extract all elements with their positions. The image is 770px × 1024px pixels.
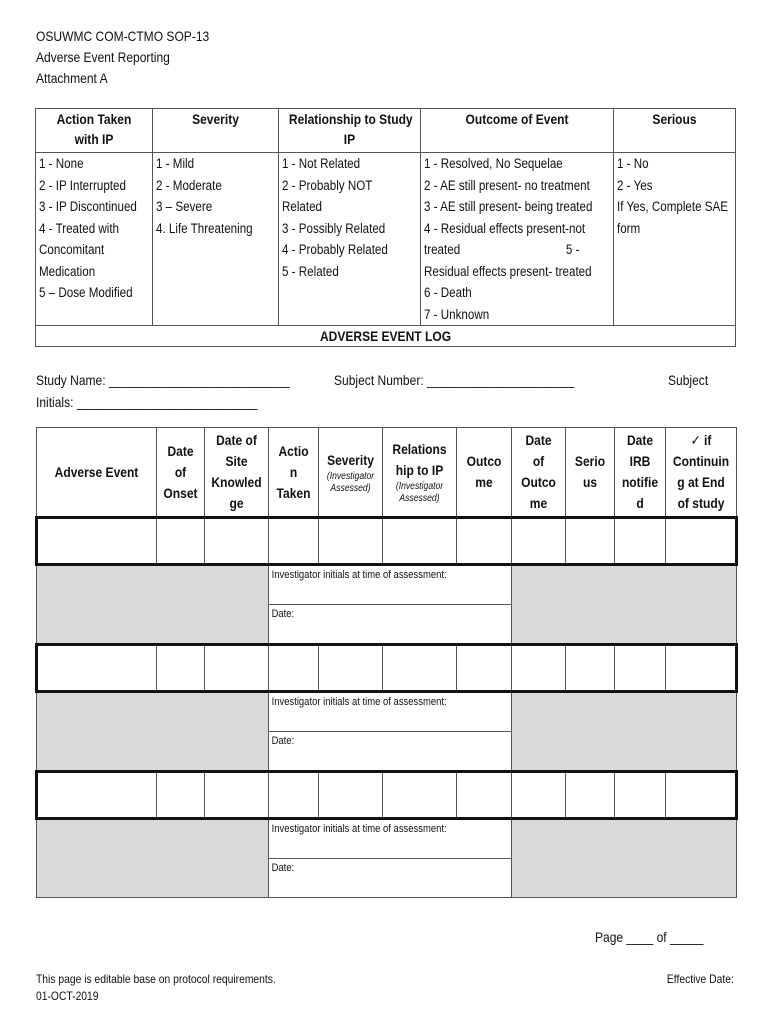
- grey-filler: [512, 692, 737, 772]
- version-date: 01-OCT-2019: [36, 989, 99, 1003]
- sop-title: Adverse Event Reporting: [36, 49, 170, 65]
- page-number: Page ____ of _____: [595, 929, 704, 945]
- study-name-field[interactable]: Study Name: ___________________________: [36, 372, 290, 388]
- adverse-event-log-title: ADVERSE EVENT LOG: [36, 326, 736, 347]
- legend-header-relationship: Relationship to Study IP: [279, 109, 421, 153]
- log-header-relationship: Relations hip to IP (Investigator Assessed): [383, 428, 457, 518]
- cell-serious[interactable]: [566, 518, 615, 565]
- grey-filler: [512, 819, 737, 898]
- cell-severity[interactable]: [319, 772, 383, 819]
- cell-relationship[interactable]: [383, 772, 457, 819]
- grey-filler: [512, 565, 737, 645]
- cell-adverse-event[interactable]: [37, 518, 157, 565]
- legend-action-codes: 1 - None 2 - IP Interrupted 3 - IP Discontinued 4 - Treated with Concomitant Medication 5 – Dose Modified: [36, 153, 153, 326]
- cell-date-onset[interactable]: [157, 772, 205, 819]
- subject-number-field[interactable]: Subject Number: ______________________: [334, 372, 575, 388]
- document-header: [36, 26, 237, 89]
- cell-date-onset[interactable]: [157, 645, 205, 692]
- log-entry-row: [37, 645, 737, 692]
- cell-date-onset[interactable]: [157, 518, 205, 565]
- effective-date-label: Effective Date:: [667, 972, 734, 986]
- log-header-date-irb-notified: Date IRB notifie d: [615, 428, 666, 518]
- investigator-initials-field[interactable]: Investigator initials at time of assessment:: [269, 692, 512, 732]
- cell-relationship[interactable]: [383, 518, 457, 565]
- legend-relationship-codes: 1 - Not Related 2 - Probably NOT Related 3 - Possibly Related 4 - Probably Related 5 - Related: [279, 153, 421, 326]
- log-header-adverse-event: Adverse Event: [37, 428, 157, 518]
- log-header-continuing: ✓ if Continuin g at End of study: [666, 428, 737, 518]
- cell-serious[interactable]: [566, 645, 615, 692]
- cell-relationship[interactable]: [383, 645, 457, 692]
- log-header-serious: Serio us: [566, 428, 615, 518]
- sop-id: OSUWMC COM-CTMO SOP-13: [36, 28, 210, 44]
- log-header-action-taken: Actio n Taken: [269, 428, 319, 518]
- investigator-initials-field[interactable]: Investigator initials at time of assessment:: [269, 565, 512, 605]
- cell-outcome[interactable]: [457, 645, 512, 692]
- cell-continuing[interactable]: [666, 518, 737, 565]
- cell-severity[interactable]: [319, 645, 383, 692]
- cell-action-taken[interactable]: [269, 518, 319, 565]
- footer-left: [36, 971, 315, 1005]
- cell-date-irb[interactable]: [615, 518, 666, 565]
- cell-serious[interactable]: [566, 772, 615, 819]
- log-header-outcome: Outco me: [457, 428, 512, 518]
- log-entry-row: [37, 772, 737, 819]
- cell-action-taken[interactable]: [269, 645, 319, 692]
- editable-note: This page is editable base on protocol requirements.: [36, 972, 276, 986]
- subject-label: Subject: [668, 372, 709, 388]
- cell-date-site-knowledge[interactable]: [205, 645, 269, 692]
- footer-right: [656, 971, 734, 988]
- cell-date-site-knowledge[interactable]: [205, 772, 269, 819]
- legend-serious-codes: 1 - No 2 - Yes If Yes, Complete SAE form: [614, 153, 736, 326]
- initials-field[interactable]: Initials: ___________________________: [36, 394, 258, 410]
- legend-header-action: Action Taken with IP: [36, 109, 153, 153]
- code-legend-table: [35, 108, 736, 347]
- cell-date-irb[interactable]: [615, 772, 666, 819]
- cell-outcome[interactable]: [457, 518, 512, 565]
- grey-filler: [37, 692, 269, 772]
- cell-date-outcome[interactable]: [512, 645, 566, 692]
- grey-filler: [37, 565, 269, 645]
- legend-header-serious: Serious: [614, 109, 736, 153]
- cell-outcome[interactable]: [457, 772, 512, 819]
- investigator-date-field[interactable]: Date:: [269, 859, 512, 898]
- attachment-label: Attachment A: [36, 70, 108, 86]
- grey-filler: [37, 819, 269, 898]
- investigator-date-field[interactable]: Date:: [269, 732, 512, 772]
- cell-date-site-knowledge[interactable]: [205, 518, 269, 565]
- cell-date-outcome[interactable]: [512, 518, 566, 565]
- log-header-date-outcome: Date of Outco me: [512, 428, 566, 518]
- cell-severity[interactable]: [319, 518, 383, 565]
- cell-continuing[interactable]: [666, 645, 737, 692]
- log-entry-row: [37, 518, 737, 565]
- legend-severity-codes: 1 - Mild 2 - Moderate 3 – Severe 4. Life Threatening: [153, 153, 279, 326]
- cell-adverse-event[interactable]: [37, 645, 157, 692]
- log-header-date-site-knowledge: Date of Site Knowled ge: [205, 428, 269, 518]
- investigator-initials-field[interactable]: Investigator initials at time of assessment:: [269, 819, 512, 859]
- cell-adverse-event[interactable]: [37, 772, 157, 819]
- log-header-date-onset: Date of Onset: [157, 428, 205, 518]
- legend-header-outcome: Outcome of Event: [421, 109, 614, 153]
- legend-outcome-codes: 1 - Resolved, No Sequelae 2 - AE still present- no treatment 3 - AE still present- being treated 4 - Residual effects present-not treated 5 - Residual effects present- treated 6 - Death 7 - Unknown: [421, 153, 614, 326]
- legend-header-severity: Severity: [153, 109, 279, 153]
- cell-continuing[interactable]: [666, 772, 737, 819]
- adverse-event-log-table: [35, 427, 738, 898]
- cell-date-irb[interactable]: [615, 645, 666, 692]
- cell-action-taken[interactable]: [269, 772, 319, 819]
- investigator-date-field[interactable]: Date:: [269, 605, 512, 645]
- cell-date-outcome[interactable]: [512, 772, 566, 819]
- log-header-severity: Severity (Investigator Assessed): [319, 428, 383, 518]
